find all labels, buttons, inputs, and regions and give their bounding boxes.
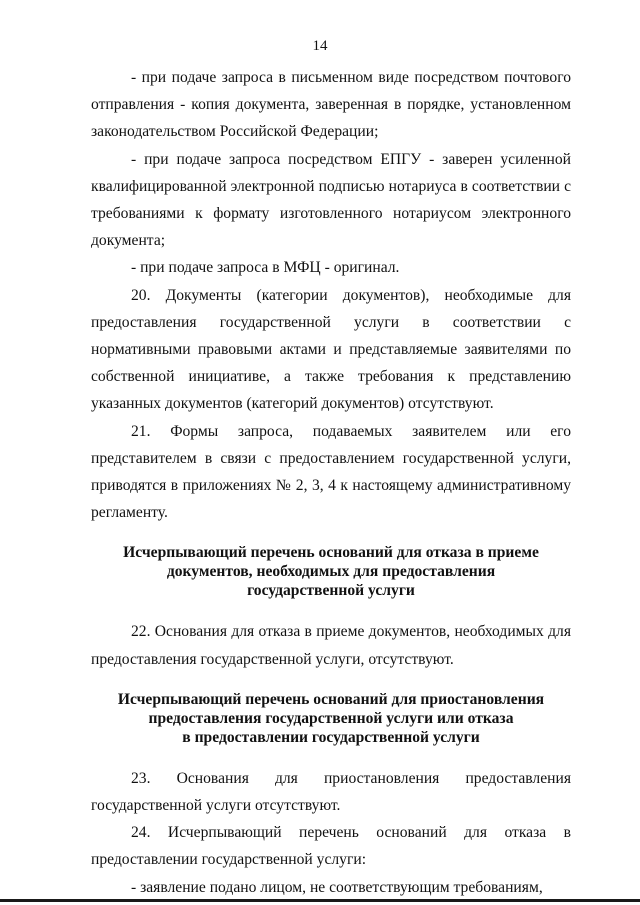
paragraph-epgu-submission: - при подаче запроса посредством ЕПГУ - заверен усиленной квалифицированной электронной подписью нотариуса в соответствии с требованиями к формату изготовленного нотариусом электронного документа; [91, 150, 571, 250]
paragraph-item-20: 20. Документы (категории документов), необходимые для предоставления государственной услуги в соответствии с нормативными правовыми актами и представляемые заявителями по собственной инициативе, а также требования к представлению указанных документов (категорий документов) отсутствуют. [91, 286, 571, 413]
page-number: 14 [312, 38, 328, 54]
heading-line: государственной услуги [247, 582, 415, 600]
heading-line: предоставления государственной услуги или отказа [148, 709, 514, 727]
heading-line: Исчерпывающий перечень оснований для приостановления [117, 690, 545, 708]
paragraph-mfc-submission: - при подаче запроса в МФЦ - оригинал. [131, 259, 400, 277]
paragraph-item-21: 21. Формы запроса, подаваемых заявителем или его представителем в связи с предоставлением государственной услуги, приводятся в приложениях № 2, 3, 4 к настоящему административному регламенту. [91, 422, 571, 522]
paragraph-list-item-applicant: - заявление подано лицом, не соответствующим требованиям, [131, 878, 543, 896]
section-heading-refusal-acceptance [91, 543, 571, 600]
heading-line: Исчерпывающий перечень оснований для отказа в приеме [123, 544, 539, 562]
paragraph-item-23: 23. Основания для приостановления предоставления государственной услуги отсутствуют. [91, 769, 571, 815]
paragraph-postal-submission: - при подаче запроса в письменном виде посредством почтового отправления - копия документа, заверенная в порядке, установленном законодательством Российской Федерации; [91, 69, 571, 141]
section-heading-suspension-refusal [91, 690, 571, 747]
paragraph-item-24: 24. Исчерпывающий перечень оснований для отказа в предоставлении государственной услуги: [91, 824, 571, 869]
bottom-rule [0, 899, 640, 902]
heading-line: документов, необходимых для предоставления [166, 563, 496, 581]
document-body [91, 64, 571, 901]
heading-line: в предоставлении государственной услуги [182, 728, 480, 746]
paragraph-item-22: 22. Основания для отказа в приеме документов, необходимых для предоставления государственной услуги, отсутствуют. [91, 623, 571, 668]
